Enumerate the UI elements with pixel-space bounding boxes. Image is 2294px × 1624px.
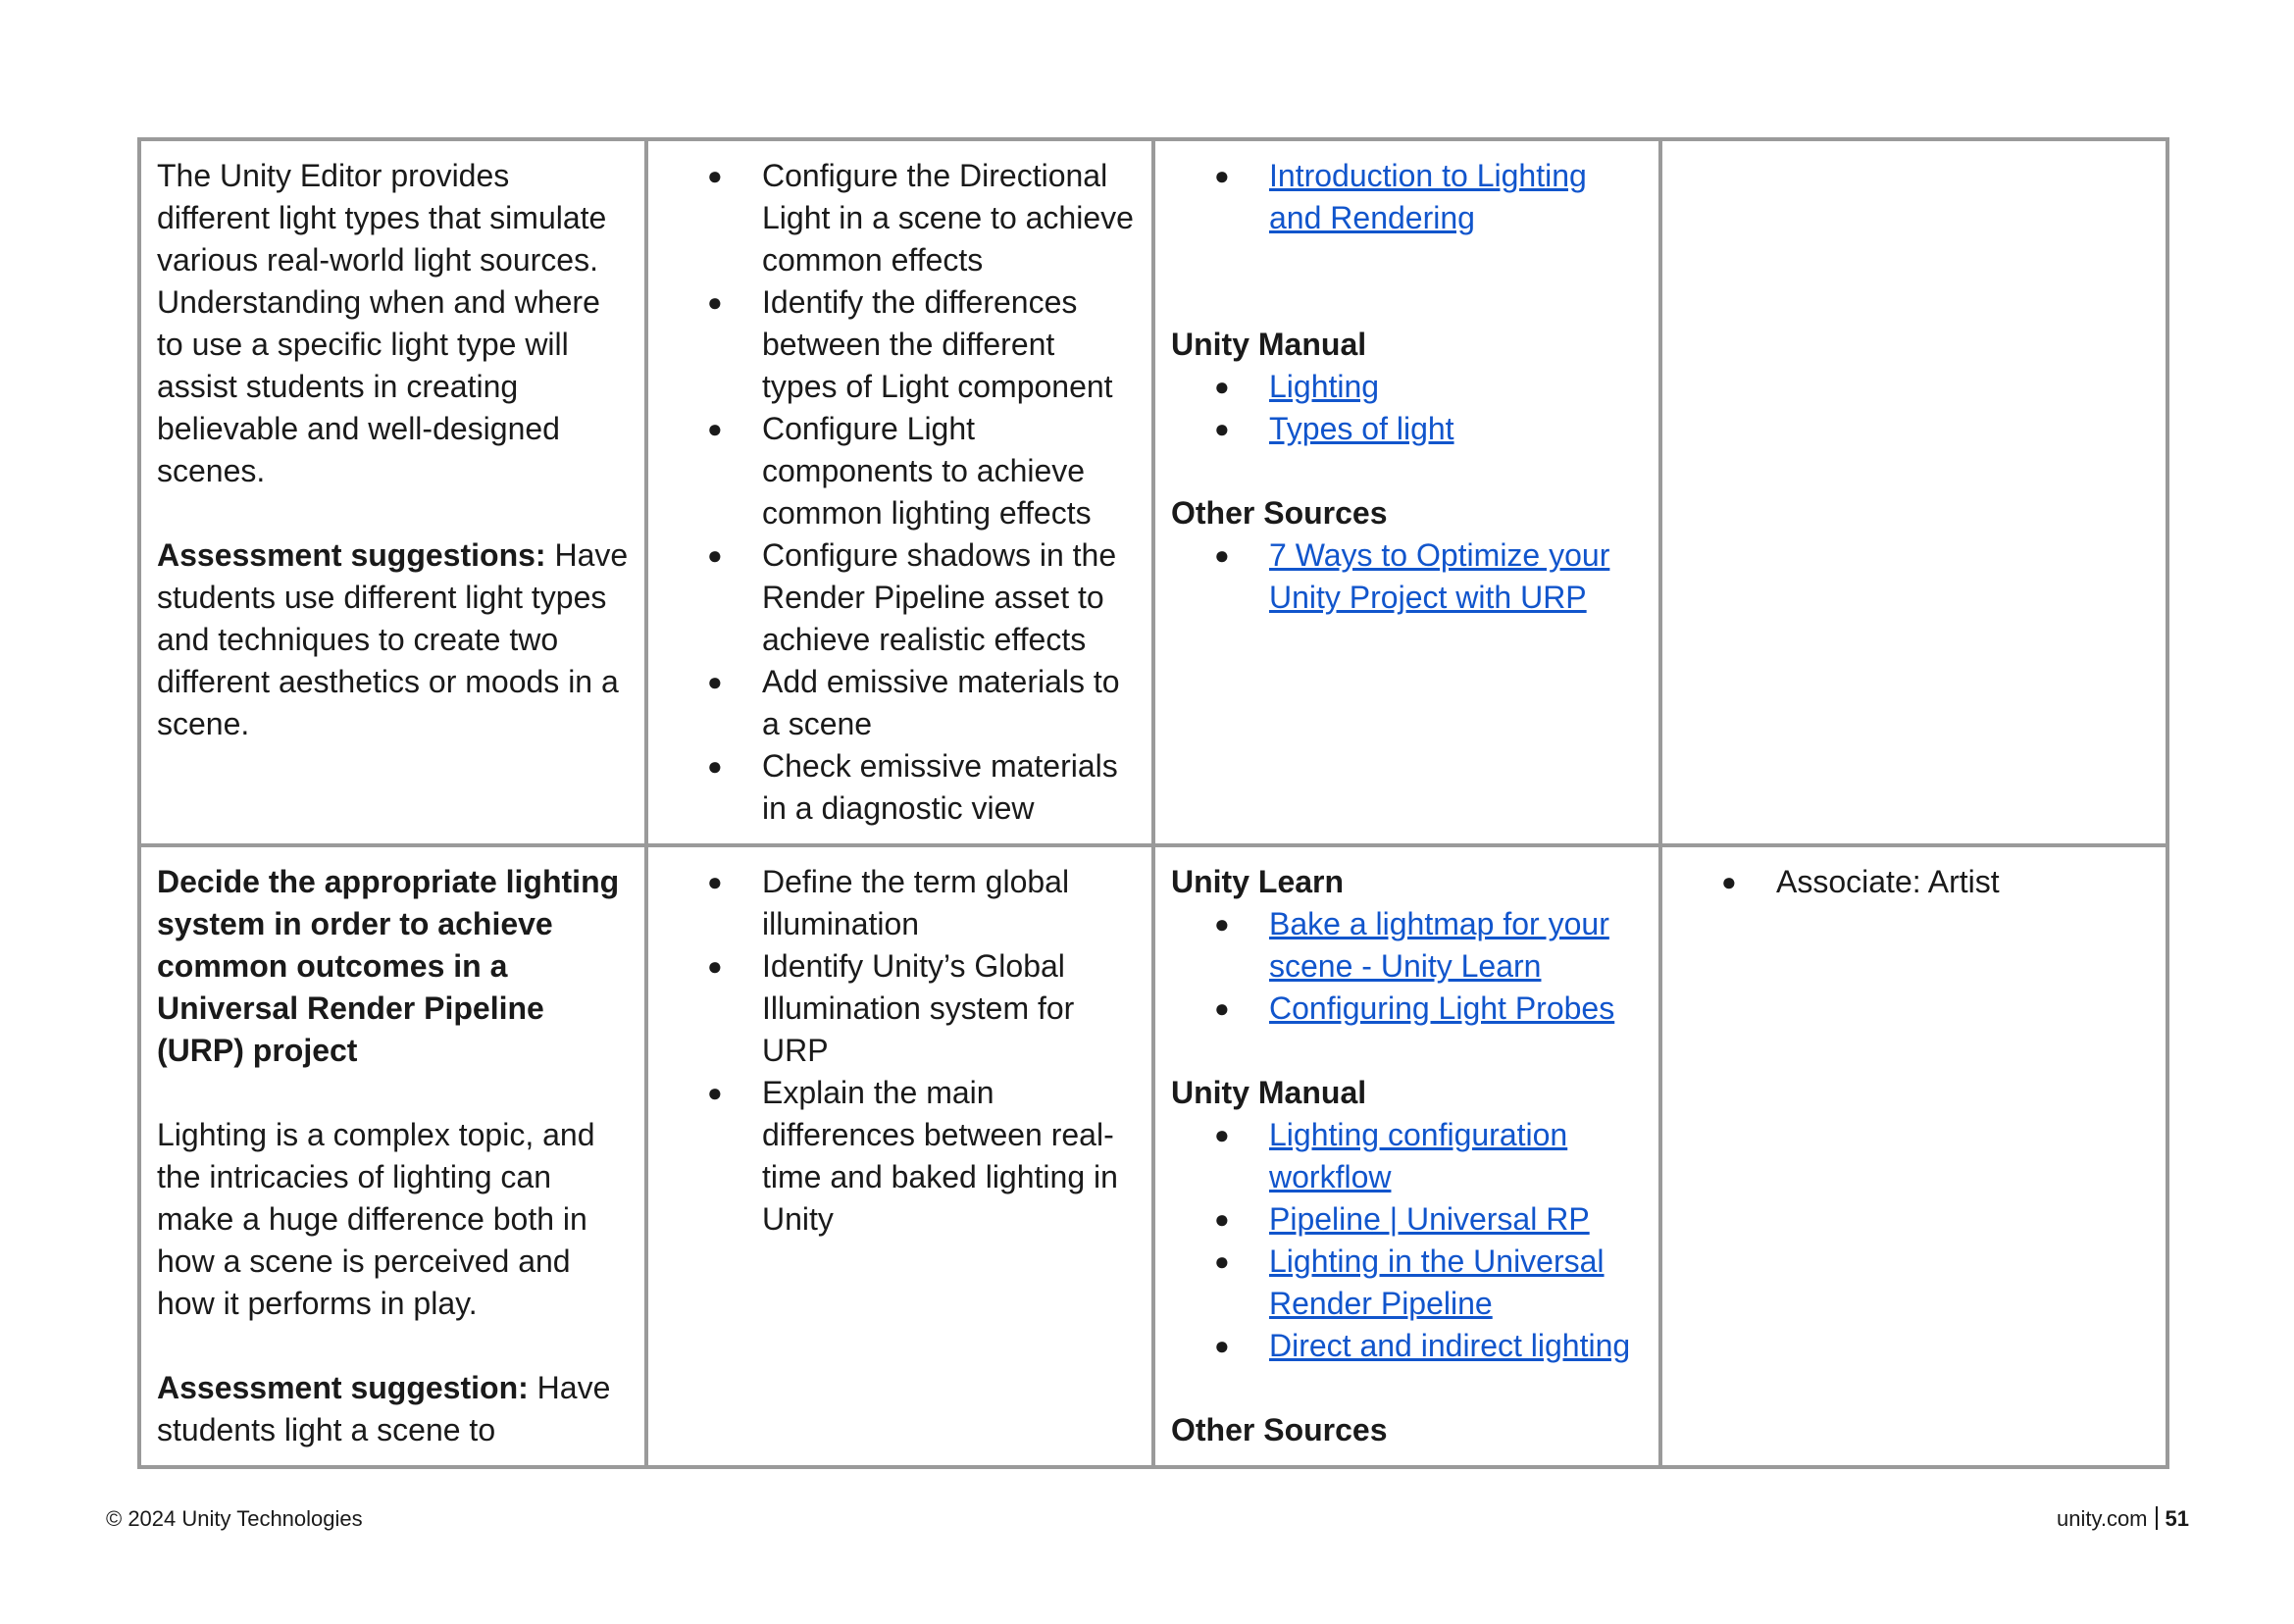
bullet-icon: ● <box>707 414 723 443</box>
row2-assessment <box>157 1367 629 1451</box>
list-item: ● Check emissive materials in a diagnostic view <box>664 745 1136 830</box>
unity-manual-heading: Unity Manual <box>1171 327 1367 362</box>
list-item: ● Explain the main differences between real-time and baked lighting in Unity <box>664 1072 1136 1241</box>
certification-list <box>1678 861 2150 903</box>
list-item: ● Define the term global illumination <box>664 861 1136 945</box>
link-intro-lighting[interactable]: Introduction to Lighting and Rendering <box>1269 158 1587 235</box>
row1-objectives-cell <box>646 139 1153 845</box>
link-lighting-config-workflow[interactable]: Lighting configuration workflow <box>1269 1117 1568 1194</box>
bullet-icon: ● <box>707 667 723 696</box>
row1-resources-cell <box>1153 139 1660 845</box>
row2-objectives-cell <box>646 845 1153 1467</box>
other-sources-heading: Other Sources <box>1171 1412 1388 1447</box>
bullet-icon: ● <box>1214 909 1230 939</box>
bullet-icon: ● <box>1214 1204 1230 1234</box>
link-light-probes[interactable]: Configuring Light Probes <box>1269 990 1615 1026</box>
page-footer <box>2057 1506 2189 1532</box>
link-bake-lightmap[interactable]: Bake a lightmap for your scene - Unity Learn <box>1269 906 1609 984</box>
assessment-text: Have students light a scene to <box>157 1370 611 1447</box>
link-lighting-urp[interactable]: Lighting in the Universal Render Pipeline <box>1269 1243 1605 1321</box>
unity-learn-heading: Unity Learn <box>1171 864 1345 899</box>
curriculum-table <box>137 137 2169 1469</box>
row2-title: Decide the appropriate lighting system in order to achieve common outcomes in a Universal Render Pipeline (URP) project <box>157 864 620 1068</box>
link-pipeline-universal-rp[interactable]: Pipeline | Universal RP <box>1269 1201 1590 1237</box>
link-types-of-light[interactable]: Types of light <box>1269 411 1454 446</box>
page-number: 51 <box>2165 1506 2189 1531</box>
objectives-list <box>664 155 1136 830</box>
list-item: ● Configure the Directional Light in a scene to achieve common effects <box>664 155 1136 281</box>
assessment-label: Assessment suggestion: <box>157 1370 529 1405</box>
list-item <box>1171 1241 1643 1325</box>
bullet-icon: ● <box>707 161 723 190</box>
footer-divider <box>2156 1506 2158 1530</box>
list-item: ● Identify Unity’s Global Illumination system for URP <box>664 945 1136 1072</box>
row2-resources-cell <box>1153 845 1660 1467</box>
bullet-icon: ● <box>707 287 723 317</box>
list-item <box>1171 155 1643 239</box>
unity-manual-heading: Unity Manual <box>1171 1075 1367 1110</box>
assessment-label: Assessment suggestions: <box>157 537 546 573</box>
copyright-footer: © 2024 Unity Technologies <box>106 1506 363 1531</box>
row1-certification-cell <box>1660 139 2167 845</box>
list-item: ● Configure Light components to achieve common lighting effects <box>664 408 1136 534</box>
list-item <box>1171 1325 1643 1367</box>
bullet-icon: ● <box>1721 867 1737 896</box>
resource-list <box>1171 155 1643 239</box>
other-sources-heading: Other Sources <box>1171 495 1388 531</box>
row2-certification-cell <box>1660 845 2167 1467</box>
bullet-icon: ● <box>1214 1120 1230 1149</box>
bullet-icon: ● <box>1214 1246 1230 1276</box>
list-item: ● Configure shadows in the Render Pipeline asset to achieve realistic effects <box>664 534 1136 661</box>
list-item <box>1171 1114 1643 1198</box>
link-lighting[interactable]: Lighting <box>1269 369 1380 404</box>
list-item <box>1171 408 1643 450</box>
bullet-icon: ● <box>1214 161 1230 190</box>
row2-body-text: Lighting is a complex topic, and the intricacies of lighting can make a huge difference both in how a scene is perceived and how it performs in play. <box>157 1117 595 1321</box>
manual-link-list <box>1171 1114 1643 1367</box>
list-item: ● Add emissive materials to a scene <box>664 661 1136 745</box>
other-link-list <box>1171 534 1643 619</box>
row1-intro-text: The Unity Editor provides different light types that simulate various real-world light sources. Understanding when and where to use a specific light type will assist students in creating believable and well-designed scenes. <box>157 158 607 488</box>
manual-link-list <box>1171 366 1643 450</box>
bullet-icon: ● <box>1214 372 1230 401</box>
bullet-icon: ● <box>707 751 723 781</box>
bullet-icon: ● <box>707 867 723 896</box>
assessment-text: Have students use different light types and techniques to create two different aesthetics or moods in a scene. <box>157 537 629 741</box>
table-row <box>139 139 2167 845</box>
bullet-icon: ● <box>1214 540 1230 570</box>
site-label: unity.com <box>2057 1506 2148 1531</box>
link-optimize-urp[interactable]: 7 Ways to Optimize your Unity Project with URP <box>1269 537 1610 615</box>
list-item <box>1171 366 1643 408</box>
list-item <box>1171 988 1643 1030</box>
learn-link-list <box>1171 903 1643 1030</box>
link-direct-indirect-lighting[interactable]: Direct and indirect lighting <box>1269 1328 1631 1363</box>
list-item: ● Associate: Artist <box>1678 861 2150 903</box>
list-item <box>1171 903 1643 988</box>
bullet-icon: ● <box>1214 993 1230 1023</box>
bullet-icon: ● <box>707 1078 723 1107</box>
list-item <box>1171 1198 1643 1241</box>
table-row <box>139 845 2167 1467</box>
bullet-icon: ● <box>707 540 723 570</box>
row1-assessment <box>157 534 629 745</box>
row1-description-cell <box>139 139 646 845</box>
bullet-icon: ● <box>1214 414 1230 443</box>
bullet-icon: ● <box>1214 1331 1230 1360</box>
row2-description-cell <box>139 845 646 1467</box>
list-item <box>1171 534 1643 619</box>
objectives-list <box>664 861 1136 1241</box>
bullet-icon: ● <box>707 951 723 981</box>
list-item: ● Identify the differences between the different types of Light component <box>664 281 1136 408</box>
